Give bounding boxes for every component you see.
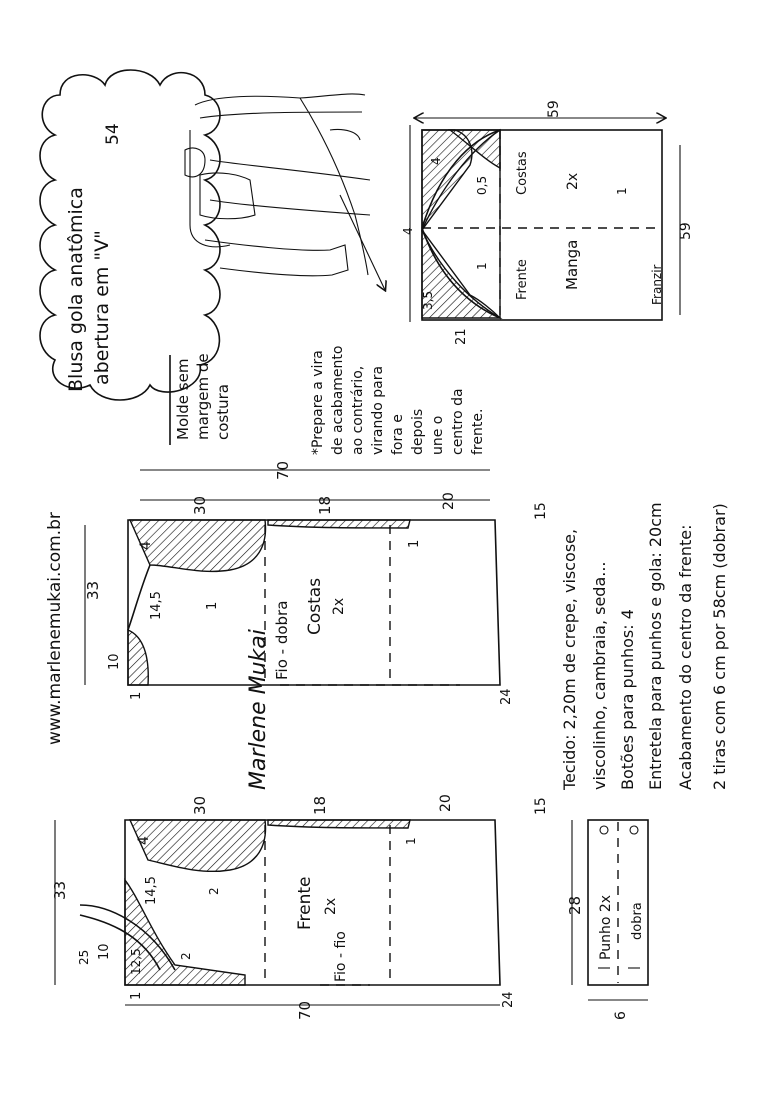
frente-dim-145: 14,5 [144,876,159,905]
frente-dim-2b: 2 [207,887,221,895]
costas-label: Costas [305,577,325,635]
signature: Marlene Mukai [246,629,271,790]
costas-dim-20: 20 [441,492,457,510]
costas-dim-24: 24 [499,688,514,705]
frente-dim-125: 12,5 [129,948,143,975]
frente-piece [51,794,549,1020]
frente-dim-1: 1 [404,837,418,845]
costas-dim-4: 4 [138,541,154,550]
molde-note [170,353,232,445]
punho-dim-28: 28 [566,895,584,915]
title-line2: abertura em "V" [91,230,113,385]
frente-dim-18: 18 [311,795,329,815]
manga-label-2x: 2x [565,172,581,190]
molde-line1: Molde sem [174,358,192,440]
frente-dim-15: 15 [533,797,549,815]
manga-dim-4a: 4 [401,227,415,235]
vies-line6: depois [410,408,426,455]
frente-dim-10: 10 [97,943,112,960]
blouse-sketch [185,94,385,290]
costas-dim-10: 10 [107,653,122,670]
costas-dim-145: 14,5 [149,591,164,620]
costas-dim-18: 18 [316,495,334,515]
costas-dim-30: 30 [191,495,209,515]
vies-line3: ao contrário, [350,365,366,455]
costas-dim-15: 15 [533,502,549,520]
vies-note [310,346,486,455]
manga-label-franzir: Franzir [650,264,664,305]
frente-dim-4: 4 [136,836,152,845]
frente-dim-30: 30 [191,795,209,815]
frente-dim-1b: 1 [129,991,144,1000]
vies-line4: virando para [370,365,386,455]
frente-label: Frente [295,876,315,930]
frente-dim-20: 20 [438,794,454,812]
molde-line3: costura [214,384,232,440]
material-line6: 2 tiras com 6 cm por 58cm (dobrar) [710,503,729,790]
title-cloud [40,70,220,400]
material-line5: Acabamento do centro da frente: [676,524,695,790]
costas-2x: 2x [331,597,347,615]
costas-dim-70: 70 [274,460,292,480]
costas-dim-1c: 1 [129,691,144,700]
vies-line5: fora e [390,414,406,455]
costas-dim-33: 33 [84,580,102,600]
vies-line2: de acabamento [330,345,346,455]
frente-dim-33: 33 [51,880,69,900]
size-label: 54 [103,123,123,145]
costas-dim-1b: 1 [407,539,422,548]
material-line2: viscolinho, cambraia, seda... [590,561,609,790]
material-line3: Botões para punhos: 4 [618,609,637,790]
manga-label-costas: Costas [515,151,530,195]
costas-piece [84,461,549,705]
manga-dim-4b: 4 [429,157,443,165]
vies-line7: une o [430,415,446,455]
punho-label: Punho 2x [598,894,614,960]
vies-line9: frente. [470,408,486,455]
website-url: www.marlenemukai.com.br [45,512,65,745]
manga-dim-1b: 1 [615,187,629,195]
material-line1: Tecido: 2,20m de crepe, viscose, [560,528,579,790]
material-line4: Entretela para punhos e gola: 20cm [646,502,665,790]
manga-piece [401,100,694,345]
punho-piece [566,820,648,1020]
frente-dim-25: 25 [77,949,91,965]
frente-dim-24: 24 [501,991,516,1008]
manga-label-manga: Manga [563,239,581,290]
frente-fio: Fio - fio [333,931,349,982]
vies-line1: *Prepare a vira [310,350,326,455]
manga-dim-35: 3,5 [421,290,435,310]
frente-dim-2a: 2 [179,952,193,960]
vies-line8: centro da [450,388,466,455]
costas-dim-1a: 1 [205,601,220,610]
costas-fio: Fio - dobra [273,600,291,680]
punho-dobra: dobra [630,902,645,940]
manga-dim-1a: 1 [475,262,489,270]
punho-dim-6: 6 [613,1011,629,1020]
manga-dim-59b: 59 [678,222,694,240]
materials-list [560,502,729,791]
title-line1: Blusa gola anatômica [65,187,87,392]
frente-dim-70: 70 [296,1000,314,1020]
manga-label-frente: Frente [515,259,530,300]
molde-line2: margem de [194,353,212,440]
manga-dim-21: 21 [454,328,469,345]
frente-2x: 2x [323,897,339,915]
manga-dim-05: 0,5 [475,175,489,195]
manga-dim-59a: 59 [546,100,562,118]
